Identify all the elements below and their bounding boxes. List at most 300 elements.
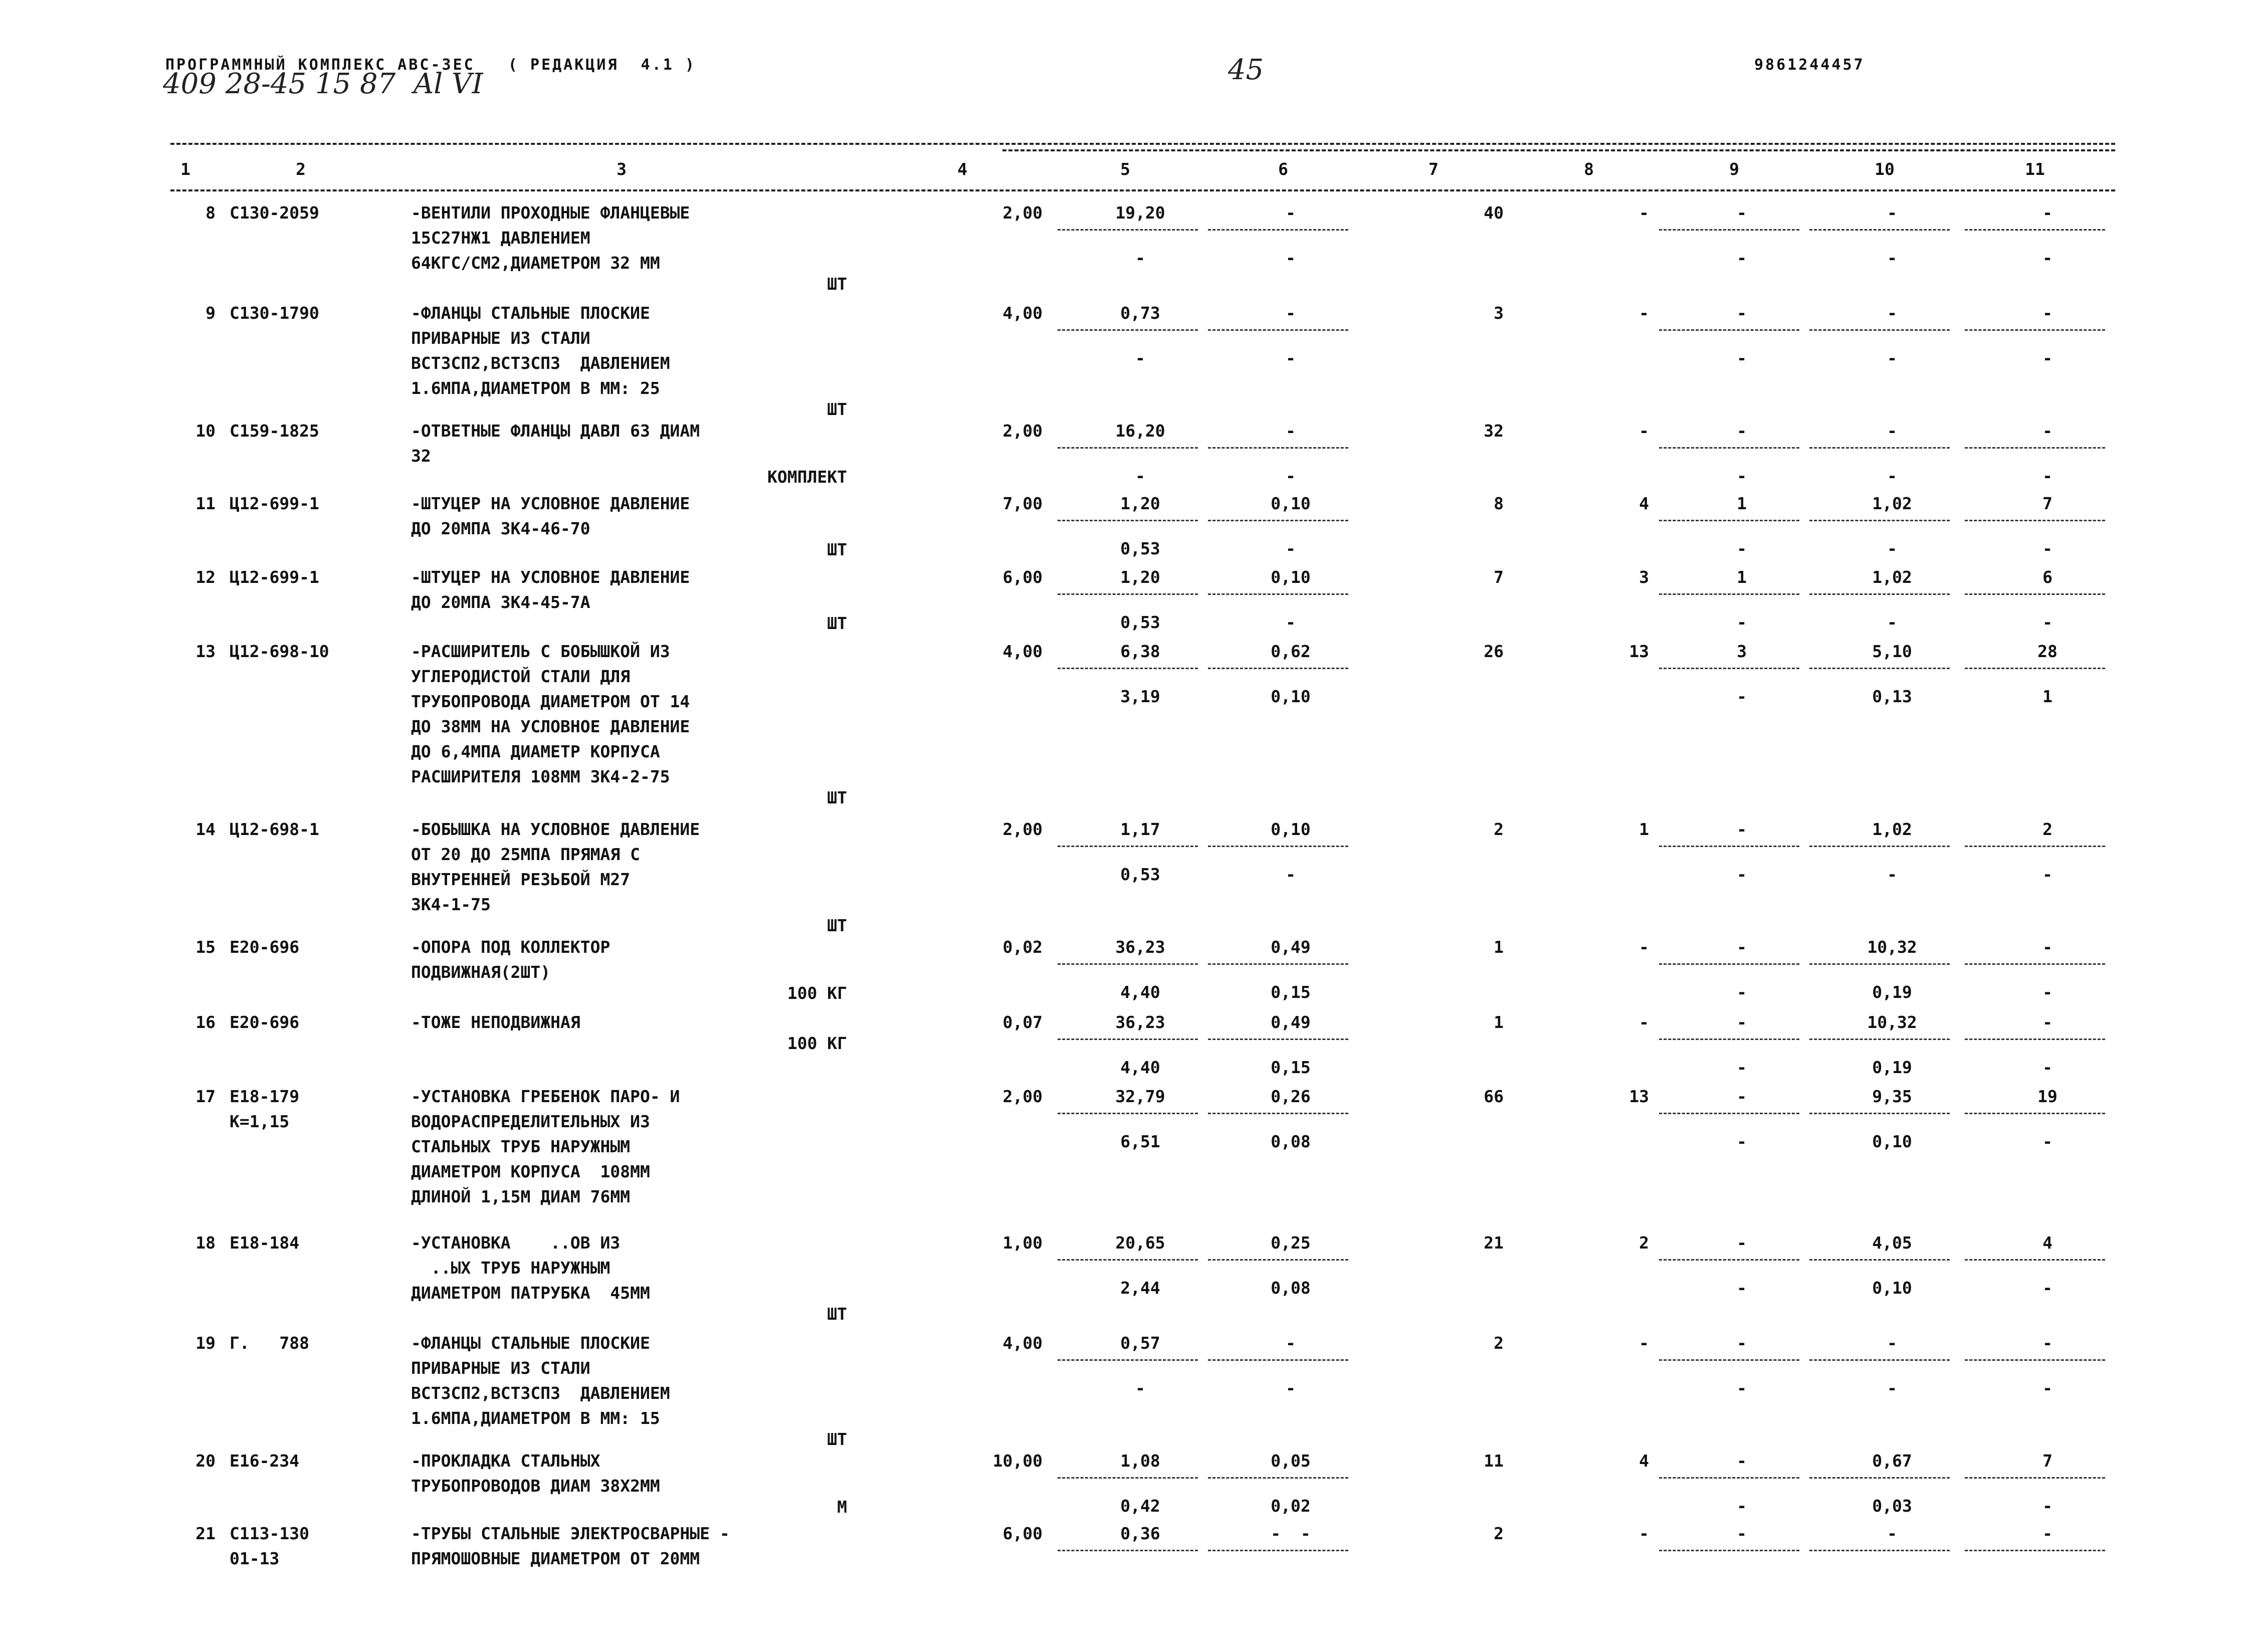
cell-c11-bottom: - — [2042, 1278, 2052, 1298]
cell-c5-top: 6,38 — [1120, 642, 1160, 661]
row-unit: 100 КГ — [787, 1034, 847, 1053]
cell-separator — [1058, 668, 1198, 669]
cell-separator — [1809, 329, 1950, 331]
row-unit: ШТ — [827, 1304, 847, 1324]
row-description: ПРЯМОШОВНЫЕ ДИАМЕТРОМ ОТ 20ММ — [411, 1549, 700, 1568]
cell-separator — [1058, 329, 1198, 331]
cell-separator — [1208, 846, 1348, 847]
cell-c11-top: - — [2042, 937, 2052, 957]
cell-separator — [1208, 668, 1348, 669]
cell-separator — [1208, 520, 1348, 521]
cell-separator — [1809, 963, 1950, 965]
row-number: 18 — [195, 1233, 216, 1253]
row-code: Ц12-699-1 — [230, 494, 319, 513]
cell-quantity: 6,00 — [1002, 567, 1043, 587]
cell-separator — [1208, 447, 1348, 449]
row-description: ТРУБОПРОВОДА ДИАМЕТРОМ ОТ 14 — [411, 692, 690, 711]
cell-c9-bottom: - — [1737, 1278, 1747, 1298]
cell-c11-top: - — [2042, 1333, 2052, 1353]
cell-c10-bottom: - — [1887, 612, 1897, 632]
cell-c9-top: - — [1737, 1012, 1747, 1032]
cell-separator — [1208, 229, 1348, 231]
cell-c6-top: 0,25 — [1271, 1233, 1311, 1253]
cell-col8: - — [1639, 303, 1649, 323]
cell-c11-top: 4 — [2042, 1233, 2052, 1253]
row-code: Е18-179 — [230, 1087, 300, 1106]
cell-c6-bottom: - — [1286, 865, 1296, 884]
row-number: 8 — [205, 203, 216, 223]
cell-c9-top: - — [1737, 1451, 1747, 1471]
cell-c5-bottom: - — [1135, 248, 1145, 268]
document-id: 9861244457 — [1754, 56, 1865, 74]
row-description: -ОПОРА ПОД КОЛЛЕКТОР — [411, 937, 610, 957]
cell-c6-top: 0,10 — [1271, 819, 1311, 839]
cell-c6-top: 0,10 — [1271, 494, 1311, 513]
cell-separator — [1965, 1477, 2105, 1479]
row-description: -ФЛАНЦЫ СТАЛЬНЫЕ ПЛОСКИЕ — [411, 1333, 650, 1353]
cell-c10-bottom: - — [1887, 248, 1897, 268]
cell-c10-top: 1,02 — [1872, 567, 1912, 587]
row-description: РАСШИРИТЕЛЯ 108ММ ЗК4-2-75 — [411, 767, 670, 786]
cell-separator — [1965, 329, 2105, 331]
page-number: 45 — [1228, 54, 1264, 86]
cell-col8: - — [1639, 421, 1649, 441]
cell-separator — [1208, 963, 1348, 965]
cell-c9-top: - — [1737, 203, 1747, 223]
row-description: 64КГС/СМ2,ДИАМЕТРОМ 32 ММ — [411, 253, 660, 273]
row-number: 10 — [195, 421, 216, 441]
row-description: -ПРОКЛАДКА СТАЛЬНЫХ — [411, 1451, 600, 1471]
cell-separator — [1058, 447, 1198, 449]
cell-separator — [1058, 1477, 1198, 1479]
cell-c11-bottom: - — [2042, 466, 2052, 486]
cell-separator — [1809, 520, 1950, 521]
cell-c5-bottom: - — [1135, 466, 1145, 486]
cell-c9-top: - — [1737, 1233, 1747, 1253]
cell-quantity: 4,00 — [1002, 642, 1043, 661]
cell-c10-bottom: 0,10 — [1872, 1278, 1912, 1298]
cell-c6-bottom: - — [1286, 539, 1296, 558]
cell-c6-top: 0,05 — [1271, 1451, 1311, 1471]
row-description: ДО 38ММ НА УСЛОВНОЕ ДАВЛЕНИЕ — [411, 717, 690, 736]
row-description: ПРИВАРНЫЕ ИЗ СТАЛИ — [411, 328, 590, 348]
table-top-rule-2 — [1002, 149, 2115, 151]
row-unit: ШТ — [827, 788, 847, 807]
cell-separator — [1809, 229, 1950, 231]
row-description: ТРУБОПРОВОДОВ ДИАМ 38Х2ММ — [411, 1476, 660, 1496]
row-description: -УСТАНОВКА ГРЕБЕНОК ПАРО- И — [411, 1087, 680, 1106]
cell-c10-top: 10,32 — [1867, 937, 1917, 957]
cell-quantity: 1,00 — [1002, 1233, 1043, 1253]
cell-c11-bottom: - — [2042, 1496, 2052, 1516]
cell-col8: 13 — [1629, 1087, 1649, 1106]
row-description: -ШТУЦЕР НА УСЛОВНОЕ ДАВЛЕНИЕ — [411, 494, 690, 513]
cell-separator — [1659, 329, 1799, 331]
cell-separator — [1965, 1550, 2105, 1551]
cell-c11-top: - — [2042, 1524, 2052, 1543]
cell-separator — [1058, 1039, 1198, 1040]
cell-c9-bottom: - — [1737, 466, 1747, 486]
cell-quantity: 4,00 — [1002, 1333, 1043, 1353]
cell-c6-bottom: - — [1286, 248, 1296, 268]
cell-separator — [1058, 963, 1198, 965]
row-number: 16 — [195, 1012, 216, 1032]
cell-c5-top: 1,17 — [1120, 819, 1160, 839]
cell-separator — [1659, 1113, 1799, 1114]
cell-col8: 3 — [1639, 567, 1649, 587]
row-code: С113-130 — [230, 1524, 309, 1543]
cell-col8: 1 — [1639, 819, 1649, 839]
cell-c9-top: 1 — [1737, 567, 1747, 587]
cell-col7: 2 — [1494, 1333, 1504, 1353]
cell-c11-bottom: - — [2042, 612, 2052, 632]
cell-c9-bottom: - — [1737, 1378, 1747, 1398]
row-number: 9 — [205, 303, 216, 323]
row-number: 21 — [195, 1524, 216, 1543]
row-description: ПОДВИЖНАЯ(2ШТ) — [411, 962, 551, 982]
row-number: 12 — [195, 567, 216, 587]
cell-separator — [1058, 1359, 1198, 1361]
cell-c11-bottom: - — [2042, 865, 2052, 884]
cell-separator — [1965, 963, 2105, 965]
cell-c10-bottom: - — [1887, 1378, 1897, 1398]
cell-c9-top: - — [1737, 1087, 1747, 1106]
cell-c6-bottom: - — [1286, 612, 1296, 632]
row-description: ОТ 20 ДО 25МПА ПРЯМАЯ С — [411, 845, 640, 864]
cell-c11-top: 28 — [2037, 642, 2058, 661]
row-description: -ТОЖЕ НЕПОДВИЖНАЯ — [411, 1012, 580, 1032]
cell-separator — [1208, 1039, 1348, 1040]
row-description: 32 — [411, 446, 431, 466]
cell-separator — [1965, 1039, 2105, 1040]
cell-separator — [1809, 668, 1950, 669]
cell-col7: 66 — [1484, 1087, 1504, 1106]
cell-c9-bottom: - — [1737, 865, 1747, 884]
cell-separator — [1965, 846, 2105, 847]
cell-c10-top: - — [1887, 1333, 1897, 1353]
table-header-rule — [170, 189, 2115, 191]
cell-col7: 26 — [1484, 642, 1504, 661]
row-unit: М — [837, 1497, 847, 1517]
row-description: ДИАМЕТРОМ КОРПУСА 108ММ — [411, 1162, 650, 1181]
cell-c6-top: 0,10 — [1271, 567, 1311, 587]
row-description: -ОТВЕТНЫЕ ФЛАНЦЫ ДАВЛ 63 ДИАМ — [411, 421, 700, 441]
cell-c10-top: 9,35 — [1872, 1087, 1912, 1106]
cell-separator — [1659, 1477, 1799, 1479]
row-code: Е18-184 — [230, 1233, 300, 1253]
row-code: Е16-234 — [230, 1451, 300, 1471]
cell-col8: - — [1639, 1012, 1649, 1032]
program-header: ПРОГРАММНЫЙ КОМПЛЕКС АВС-ЗЕС ( РЕДАКЦИЯ 4.1 ) — [165, 56, 696, 74]
cell-c11-top: - — [2042, 1012, 2052, 1032]
cell-separator — [1659, 593, 1799, 595]
row-unit: ШТ — [827, 399, 847, 419]
cell-c10-bottom: - — [1887, 539, 1897, 558]
row-unit: ШТ — [827, 1429, 847, 1449]
cell-c5-top: 19,20 — [1115, 203, 1165, 223]
cell-c11-top: 6 — [2042, 567, 2052, 587]
row-code: С130-1790 — [230, 303, 319, 323]
row-description: УГЛЕРОДИСТОЙ СТАЛИ ДЛЯ — [411, 667, 631, 686]
row-unit: ШТ — [827, 540, 847, 559]
row-number: 20 — [195, 1451, 216, 1471]
row-description: -БОБЫШКА НА УСЛОВНОЕ ДАВЛЕНИЕ — [411, 819, 700, 839]
cell-quantity: 6,00 — [1002, 1524, 1043, 1543]
cell-c11-top: - — [2042, 303, 2052, 323]
cell-c11-bottom: 1 — [2042, 687, 2052, 706]
cell-c6-top: 0,49 — [1271, 1012, 1311, 1032]
cell-c6-bottom: 0,15 — [1271, 1058, 1311, 1077]
row-description: ВНУТРЕННЕЙ РЕЗЬБОЙ М27 — [411, 870, 631, 889]
cell-c6-bottom: 0,02 — [1271, 1496, 1311, 1516]
cell-col7: 1 — [1494, 937, 1504, 957]
cell-col8: 4 — [1639, 1451, 1649, 1471]
row-number: 15 — [195, 937, 216, 957]
cell-c10-bottom: - — [1887, 865, 1897, 884]
cell-c6-bottom: 0,10 — [1271, 687, 1311, 706]
cell-separator — [1965, 229, 2105, 231]
cell-col8: 4 — [1639, 494, 1649, 513]
cell-col7: 21 — [1484, 1233, 1504, 1253]
cell-c9-top: - — [1737, 1333, 1747, 1353]
cell-c9-bottom: - — [1737, 612, 1747, 632]
cell-c6-bottom: 0,08 — [1271, 1278, 1311, 1298]
cell-c11-top: 19 — [2037, 1087, 2058, 1106]
cell-c10-bottom: 0,13 — [1872, 687, 1912, 706]
cell-c6-bottom: - — [1286, 1378, 1296, 1398]
cell-separator — [1058, 593, 1198, 595]
cell-c9-bottom: - — [1737, 1058, 1747, 1077]
cell-col7: 3 — [1494, 303, 1504, 323]
column-header-8: 8 — [1584, 159, 1594, 179]
cell-c10-top: 1,02 — [1872, 494, 1912, 513]
cell-separator — [1965, 668, 2105, 669]
row-number: 13 — [195, 642, 216, 661]
row-code: С159-1825 — [230, 421, 319, 441]
column-header-9: 9 — [1729, 159, 1739, 179]
cell-c10-top: - — [1887, 421, 1897, 441]
row-code: Е20-696 — [230, 937, 300, 957]
cell-c6-top: - — [1286, 421, 1296, 441]
cell-c10-bottom: - — [1887, 466, 1897, 486]
cell-c9-top: 3 — [1737, 642, 1747, 661]
row-description: ВОДОРАСПРЕДЕЛИТЕЛЬНЫХ ИЗ — [411, 1112, 650, 1131]
row-number: 19 — [195, 1333, 216, 1353]
cell-c6-bottom: 0,08 — [1271, 1132, 1311, 1151]
cell-separator — [1809, 1359, 1950, 1361]
cell-c10-bottom: 0,19 — [1872, 1058, 1912, 1077]
row-description: ДЛИНОЙ 1,15М ДИАМ 76ММ — [411, 1187, 631, 1206]
row-description: 15С27НЖ1 ДАВЛЕНИЕМ — [411, 228, 590, 248]
column-header-5: 5 — [1120, 159, 1130, 179]
cell-quantity: 0,07 — [1002, 1012, 1043, 1032]
cell-quantity: 2,00 — [1002, 1087, 1043, 1106]
cell-c9-bottom: - — [1737, 687, 1747, 706]
cell-separator — [1659, 1039, 1799, 1040]
cell-c5-bottom: 3,19 — [1120, 687, 1160, 706]
cell-separator — [1659, 1259, 1799, 1261]
cell-c5-top: 1,08 — [1120, 1451, 1160, 1471]
cell-c5-bottom: 0,53 — [1120, 612, 1160, 632]
cell-c5-top: 20,65 — [1115, 1233, 1165, 1253]
cell-c10-bottom: 0,19 — [1872, 982, 1912, 1002]
column-header-11: 11 — [2025, 159, 2045, 179]
cell-c10-top: 4,05 — [1872, 1233, 1912, 1253]
cell-separator — [1208, 1359, 1348, 1361]
cell-c11-bottom: - — [2042, 248, 2052, 268]
cell-c10-top: 5,10 — [1872, 642, 1912, 661]
cell-separator — [1659, 229, 1799, 231]
cell-separator — [1809, 447, 1950, 449]
cell-c5-bottom: 4,40 — [1120, 982, 1160, 1002]
cell-c9-bottom: - — [1737, 1496, 1747, 1516]
row-description: 1.6МПА,ДИАМЕТРОМ В ММ: 25 — [411, 378, 660, 398]
row-unit: ШТ — [827, 613, 847, 633]
cell-col7: 7 — [1494, 567, 1504, 587]
row-description: ДО 20МПА ЗК4-45-7А — [411, 592, 590, 612]
cell-col7: 11 — [1484, 1451, 1504, 1471]
cell-c5-top: 0,36 — [1120, 1524, 1160, 1543]
row-description: ПРИВАРНЫЕ ИЗ СТАЛИ — [411, 1358, 590, 1378]
cell-c5-bottom: - — [1135, 348, 1145, 368]
column-header-4: 4 — [957, 159, 967, 179]
cell-c11-top: 7 — [2042, 1451, 2052, 1471]
cell-c5-top: 36,23 — [1115, 1012, 1165, 1032]
row-description: ..ЫХ ТРУБ НАРУЖНЫМ — [411, 1258, 610, 1278]
row-description: -РАСШИРИТЕЛЬ С БОБЫШКОЙ ИЗ — [411, 642, 670, 661]
cell-c5-top: 36,23 — [1115, 937, 1165, 957]
cell-c9-bottom: - — [1737, 1132, 1747, 1151]
cell-separator — [1208, 329, 1348, 331]
cell-c5-top: 32,79 — [1115, 1087, 1165, 1106]
cell-col7: 40 — [1484, 203, 1504, 223]
cell-c10-top: - — [1887, 203, 1897, 223]
row-description: ДИАМЕТРОМ ПАТРУБКА 45ММ — [411, 1283, 650, 1303]
cell-quantity: 2,00 — [1002, 819, 1043, 839]
cell-separator — [1965, 1359, 2105, 1361]
cell-c6-top: - — [1286, 303, 1296, 323]
cell-separator — [1208, 593, 1348, 595]
row-unit: КОМПЛЕКТ — [767, 467, 847, 487]
cell-separator — [1659, 963, 1799, 965]
row-code: Е20-696 — [230, 1012, 300, 1032]
row-unit: ШТ — [827, 916, 847, 935]
row-description: -ФЛАНЦЫ СТАЛЬНЫЕ ПЛОСКИЕ — [411, 303, 650, 323]
cell-col8: - — [1639, 937, 1649, 957]
row-description: 1.6МПА,ДИАМЕТРОМ В ММ: 15 — [411, 1408, 660, 1428]
row-unit: ШТ — [827, 274, 847, 294]
cell-separator — [1208, 1113, 1348, 1114]
cell-c5-top: 16,20 — [1115, 421, 1165, 441]
cell-separator — [1208, 1550, 1348, 1551]
cell-quantity: 2,00 — [1002, 421, 1043, 441]
cell-c6-top: 0,26 — [1271, 1087, 1311, 1106]
row-description: -УСТАНОВКА ..ОВ ИЗ — [411, 1233, 621, 1253]
row-description: ВСТ3СП2,ВСТ3СП3 ДАВЛЕНИЕМ — [411, 1383, 670, 1403]
cell-separator — [1058, 1259, 1198, 1261]
cell-c10-top: - — [1887, 1524, 1897, 1543]
cell-c11-bottom: - — [2042, 1378, 2052, 1398]
row-code: К=1,15 — [230, 1112, 290, 1131]
handwritten-code: 409 28-45 15 87 Al VI — [163, 68, 483, 100]
cell-separator — [1965, 1113, 2105, 1114]
column-header-1: 1 — [180, 159, 190, 179]
cell-col8: - — [1639, 203, 1649, 223]
cell-quantity: 4,00 — [1002, 303, 1043, 323]
cell-quantity: 7,00 — [1002, 494, 1043, 513]
cell-c10-bottom: 0,10 — [1872, 1132, 1912, 1151]
cell-c9-top: 1 — [1737, 494, 1747, 513]
cell-separator — [1809, 1039, 1950, 1040]
cell-c5-bottom: 4,40 — [1120, 1058, 1160, 1077]
cell-separator — [1659, 447, 1799, 449]
cell-c5-bottom: - — [1135, 1378, 1145, 1398]
cell-col8: 2 — [1639, 1233, 1649, 1253]
cell-c5-top: 1,20 — [1120, 494, 1160, 513]
row-code: С130-2059 — [230, 203, 319, 223]
cell-separator — [1809, 593, 1950, 595]
row-code: 01-13 — [230, 1549, 280, 1568]
cell-separator — [1659, 520, 1799, 521]
cell-c10-bottom: 0,03 — [1872, 1496, 1912, 1516]
cell-c5-top: 0,57 — [1120, 1333, 1160, 1353]
cell-separator — [1965, 447, 2105, 449]
cell-c9-top: - — [1737, 303, 1747, 323]
cell-col7: 2 — [1494, 819, 1504, 839]
cell-separator — [1965, 1259, 2105, 1261]
cell-c11-bottom: - — [2042, 539, 2052, 558]
row-description: -ШТУЦЕР НА УСЛОВНОЕ ДАВЛЕНИЕ — [411, 567, 690, 587]
cell-c5-top: 0,73 — [1120, 303, 1160, 323]
cell-col8: - — [1639, 1524, 1649, 1543]
row-code: Г. 788 — [230, 1333, 309, 1353]
row-description: ЗК4-1-75 — [411, 895, 491, 914]
cell-separator — [1058, 229, 1198, 231]
cell-c9-top: - — [1737, 819, 1747, 839]
cell-separator — [1058, 1113, 1198, 1114]
cell-c11-top: - — [2042, 203, 2052, 223]
cell-c9-bottom: - — [1737, 982, 1747, 1002]
cell-c5-bottom: 0,53 — [1120, 539, 1160, 558]
cell-col8: 13 — [1629, 642, 1649, 661]
cell-c11-bottom: - — [2042, 348, 2052, 368]
cell-c9-bottom: - — [1737, 539, 1747, 558]
cell-separator — [1809, 1550, 1950, 1551]
cell-c5-bottom: 6,51 — [1120, 1132, 1160, 1151]
row-description: -ТРУБЫ СТАЛЬНЫЕ ЭЛЕКТРОСВАРНЫЕ - — [411, 1524, 730, 1543]
cell-c9-bottom: - — [1737, 348, 1747, 368]
cell-c5-bottom: 2,44 — [1120, 1278, 1160, 1298]
cell-c10-top: 0,67 — [1872, 1451, 1912, 1471]
cell-c6-top: - — [1286, 1333, 1296, 1353]
cell-c10-top: 10,32 — [1867, 1012, 1917, 1032]
cell-col7: 8 — [1494, 494, 1504, 513]
cell-separator — [1809, 1113, 1950, 1114]
cell-c11-top: 7 — [2042, 494, 2052, 513]
row-number: 17 — [195, 1087, 216, 1106]
column-header-6: 6 — [1278, 159, 1288, 179]
cell-c9-top: - — [1737, 421, 1747, 441]
cell-c5-top: 1,20 — [1120, 567, 1160, 587]
row-code: Ц12-698-10 — [230, 642, 329, 661]
cell-c6-bottom: 0,15 — [1271, 982, 1311, 1002]
row-description: -ВЕНТИЛИ ПРОХОДНЫЕ ФЛАНЦЕВЫЕ — [411, 203, 690, 223]
cell-separator — [1058, 846, 1198, 847]
cell-col7: 32 — [1484, 421, 1504, 441]
cell-separator — [1809, 1259, 1950, 1261]
cell-c10-top: 1,02 — [1872, 819, 1912, 839]
cell-separator — [1058, 1550, 1198, 1551]
